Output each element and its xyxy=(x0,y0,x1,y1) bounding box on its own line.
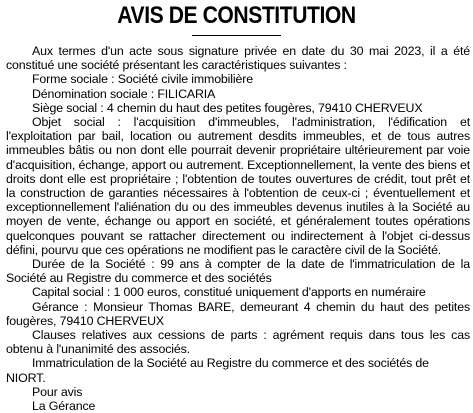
gerance: Gérance : Monsieur Thomas BARE, demeurant 4 chemin du haut des petites fougères, 79410 CHERVEUX xyxy=(6,299,470,328)
pour-avis: Pour avis xyxy=(32,384,83,399)
immatriculation: Immatriculation de la Société au Registre du commerce et des sociétés de NIORT. xyxy=(6,356,429,385)
clauses-cessions: Clauses relatives aux cessions de parts : agrément requis dans tous les cas obtenu à l'unanimité des associés. xyxy=(6,328,470,357)
forme-sociale: Forme sociale : Société civile immobilière xyxy=(32,72,253,87)
siege-social: Siège social : 4 chemin du haut des petites fougères, 79410 CHERVEUX xyxy=(32,100,423,115)
notice-body xyxy=(6,44,470,413)
notice-title: AVIS DE CONSTITUTION xyxy=(117,2,356,29)
title-underline xyxy=(192,35,281,36)
capital-social: Capital social : 1 000 euros, constitué uniquement d'apports en numéraire xyxy=(32,285,426,300)
duree-societe: Durée de la Société : 99 ans à compter de la date de l'immatriculation de la Société au Registre du commerce et des sociétés xyxy=(6,257,470,286)
denomination-sociale: Dénomination sociale : FILICARIA xyxy=(32,86,216,101)
objet-social: Objet social : l'acquisition d'immeubles, l'administration, l'édification et l'exploitation par bail, location ou autrement desdits immeubles, et de tous autres immeubles bâtis ou non dont elle pourrait devenir propriétaire ultérieurement par voie d'acquisition, échange, apport ou autrement. Exceptionnellement, la vente des biens et droits dont elle est propriétaire ; l'obtention de toutes ouvertures de crédit, tout prêt et la construction de garanties nécessaires à l'obtention de ceux-ci ; éventuellement et exceptionnellement l'aliénation du ou des immeubles devenus inutiles à la Société au moyen de vente, échange ou apport en société, et généralement toutes opérations quelconques pouvant se rattacher directement ou indirectement à l'objet ci-dessus défini, pourvu que ces opérations ne modifient pas le caractère civil de la Société. xyxy=(6,115,470,257)
signature-gerance: La Gérance xyxy=(32,399,96,413)
intro-paragraph: Aux termes d'un acte sous signature privée en date du 30 mai 2023, il a été constitué une société présentant les caractéristiques suivantes : xyxy=(6,44,470,73)
